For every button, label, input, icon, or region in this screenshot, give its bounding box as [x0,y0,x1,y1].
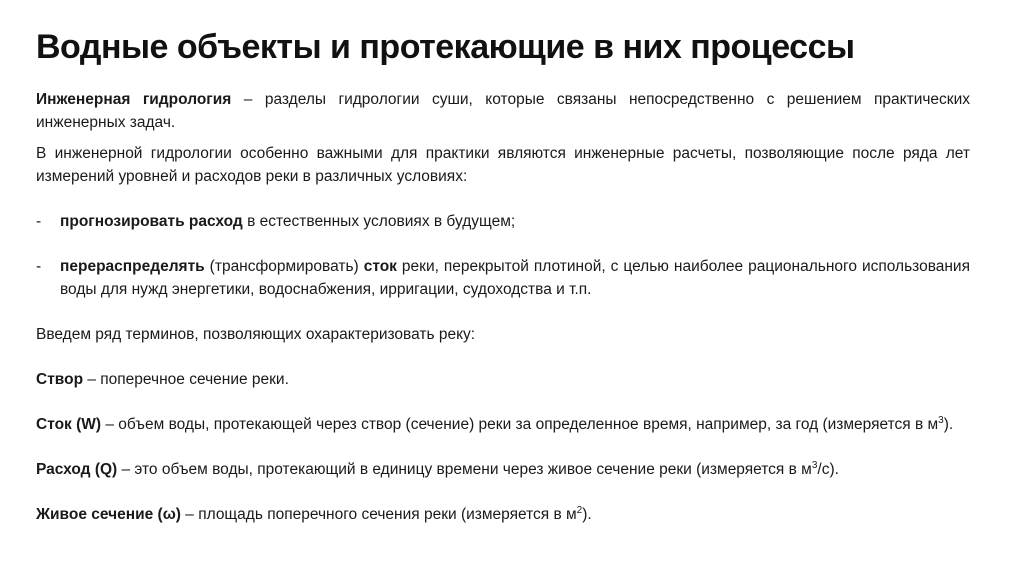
term-stok: Сток (W) [36,416,102,433]
definition-tail: ). [582,506,592,523]
bullet-item-redistribute [36,255,970,301]
bullet-dash: - [36,213,42,230]
definition-text: – разделы гидрологии суши, которые связаны непосредственно с решением практических инженерных задач. [36,91,970,131]
slide-content [36,88,970,526]
unit-superscript: 3 [938,414,944,426]
definition-text: – поперечное сечение реки. [83,371,289,388]
bullet-bold-stok: сток [363,258,397,275]
definition-stok [36,413,970,436]
definition-engineering-hydrology [36,88,970,134]
bullet-rest: реки, перекрытой плотиной, с целью наиболее рационального использования воды для нужд энергетики, водоснабжения, ирригации, судоходства и т.п. [60,258,970,298]
definition-rashod [36,458,970,481]
bullet-rest: в естественных условиях в будущем; [242,213,516,230]
definition-zhivoe-sechenie [36,503,970,526]
definition-text: – объем воды, протекающей через створ (сечение) реки за определенное время, например, за год (измеряется в м [101,416,939,433]
definition-tail: /с). [817,461,839,478]
definition-text: – это объем воды, протекающий в единицу времени через живое сечение реки (измеряется в м [117,461,812,478]
definition-tail: ). [943,416,954,433]
unit-superscript: 2 [576,504,583,516]
unit-superscript: 3 [811,459,818,471]
slide-title: Водные объекты и протекающие в них процессы [36,28,855,66]
definition-stvor [36,368,970,391]
paragraph-calculations: В инженерной гидрологии особенно важными для практики являются инженерные расчеты, позволяющие после ряда лет измерений уровней и расходов реки в различных условиях: [36,145,970,185]
paragraph-intro-terms: Введем ряд терминов, позволяющих охарактеризовать реку: [36,326,476,343]
term-rashod: Расход (Q) [36,461,118,478]
term-stvor: Створ [36,371,84,388]
term-engineering-hydrology: Инженерная гидрология [36,91,232,108]
bullet-rest: (трансформировать) [204,258,364,275]
bullet-bold: прогнозировать расход [60,213,243,230]
bullet-dash: - [36,258,42,275]
definition-text: – площадь поперечного сечения реки (измеряется в м [180,506,577,523]
term-zhivoe-sechenie: Живое сечение (ω) [36,506,181,523]
bullet-bold: перераспределять [60,258,205,275]
bullet-text [60,255,970,301]
bullet-text [60,210,970,233]
bullet-item-forecast [36,210,970,233]
